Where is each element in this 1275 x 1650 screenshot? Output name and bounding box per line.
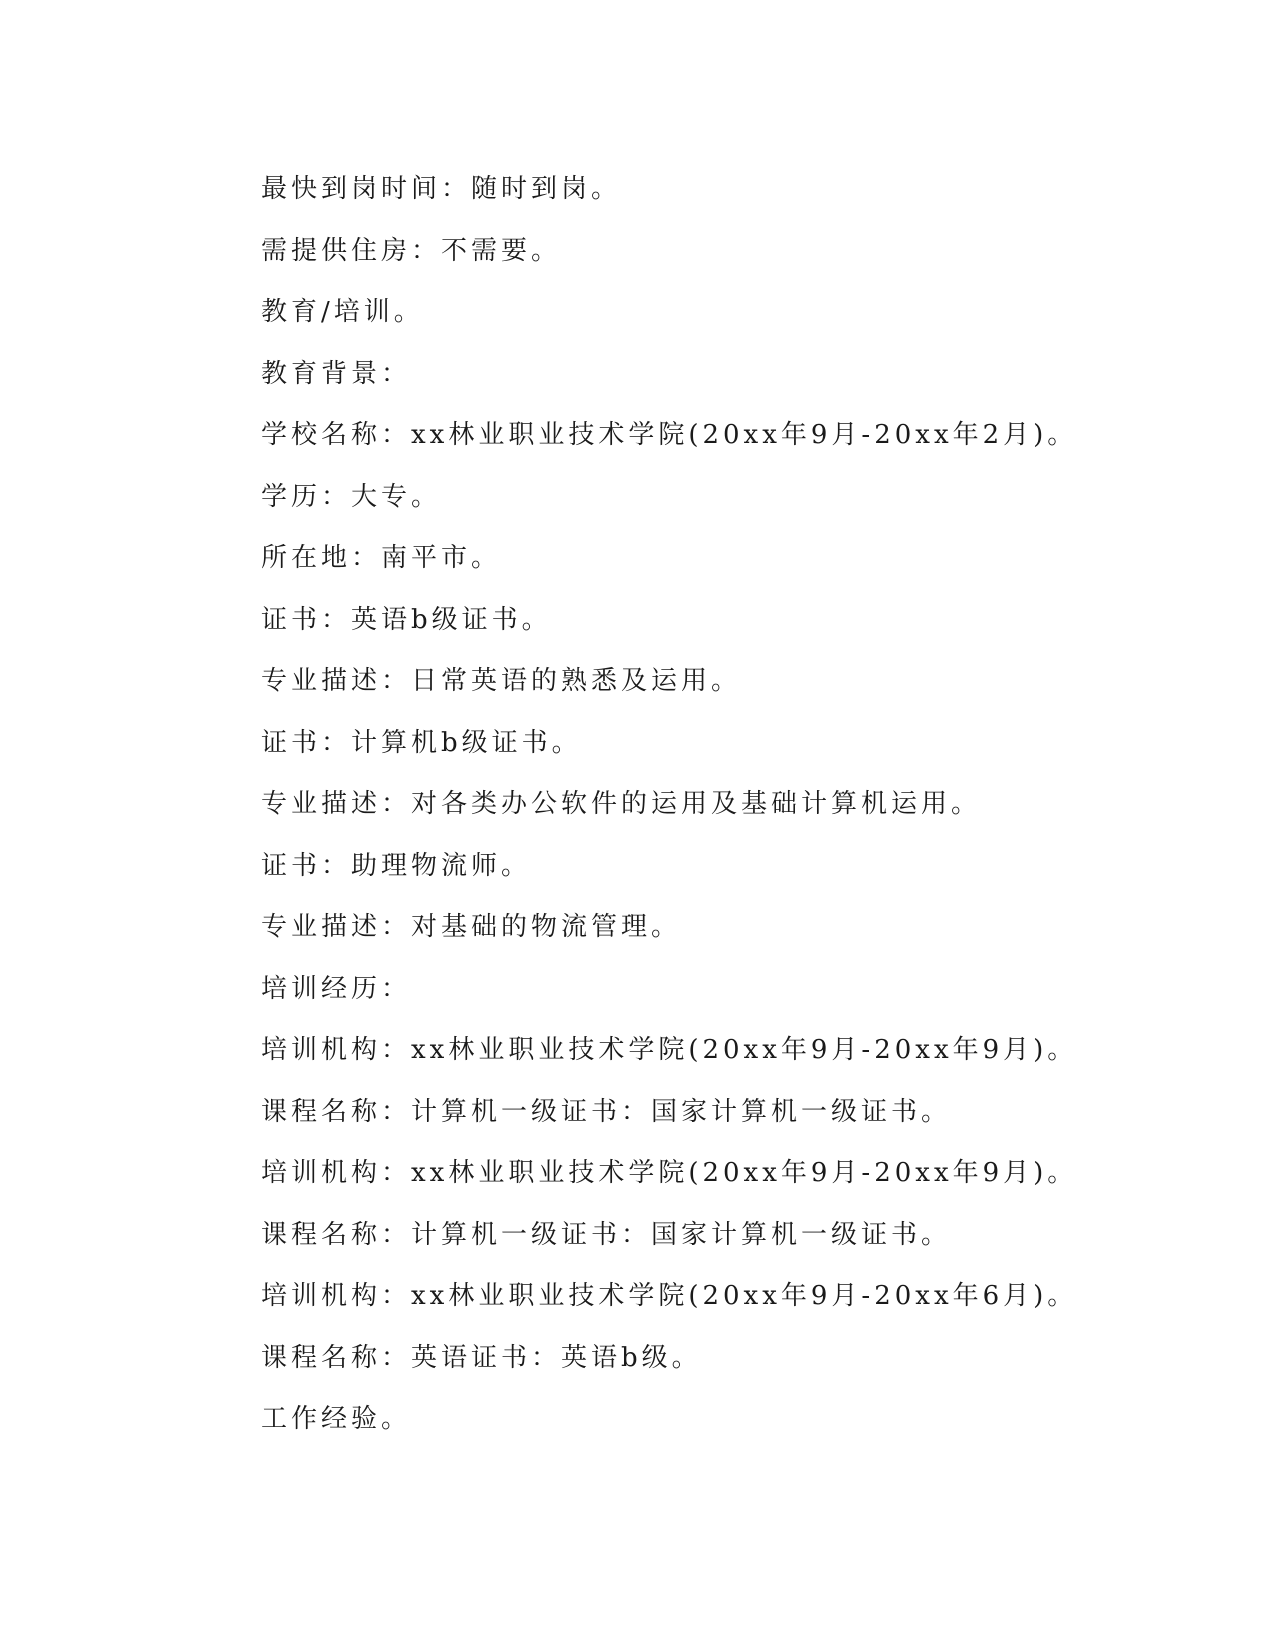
- text-line: 课程名称：计算机一级证书：国家计算机一级证书。: [261, 1096, 952, 1127]
- text-line: 培训机构：xx林业职业技术学院(20xx年9月-20xx年9月)。: [261, 1035, 1078, 1065]
- text-line: 专业描述：对基础的物流管理。: [261, 912, 682, 942]
- text-line: 培训机构：xx林业职业技术学院(20xx年9月-20xx年9月)。: [261, 1158, 1078, 1188]
- section-heading: 工作经验。: [261, 1404, 412, 1434]
- section-heading: 教育/培训。: [261, 297, 424, 327]
- text-line: 学历：大专。: [261, 481, 442, 512]
- text-line: 所在地：南平市。: [261, 543, 502, 573]
- text-line: 需提供住房：不需要。: [261, 235, 562, 266]
- text-line: 课程名称：英语证书：英语b级。: [261, 1342, 702, 1373]
- section-heading: 培训经历：: [261, 973, 412, 1004]
- document-body: [261, 168, 1078, 1460]
- text-line: 培训机构：xx林业职业技术学院(20xx年9月-20xx年6月)。: [261, 1281, 1078, 1311]
- text-line: 专业描述：对各类办公软件的运用及基础计算机运用。: [261, 789, 982, 819]
- text-line: 证书：英语b级证书。: [261, 604, 552, 635]
- section-heading: 教育背景：: [261, 358, 412, 389]
- text-line: 学校名称：xx林业职业技术学院(20xx年9月-20xx年2月)。: [261, 420, 1078, 450]
- text-line: 证书：计算机b级证书。: [261, 727, 582, 758]
- text-line: 证书：助理物流师。: [261, 850, 532, 881]
- text-line: 课程名称：计算机一级证书：国家计算机一级证书。: [261, 1219, 952, 1250]
- text-line: 专业描述：日常英语的熟悉及运用。: [261, 666, 742, 696]
- text-line: 最快到岗时间：随时到岗。: [261, 174, 622, 204]
